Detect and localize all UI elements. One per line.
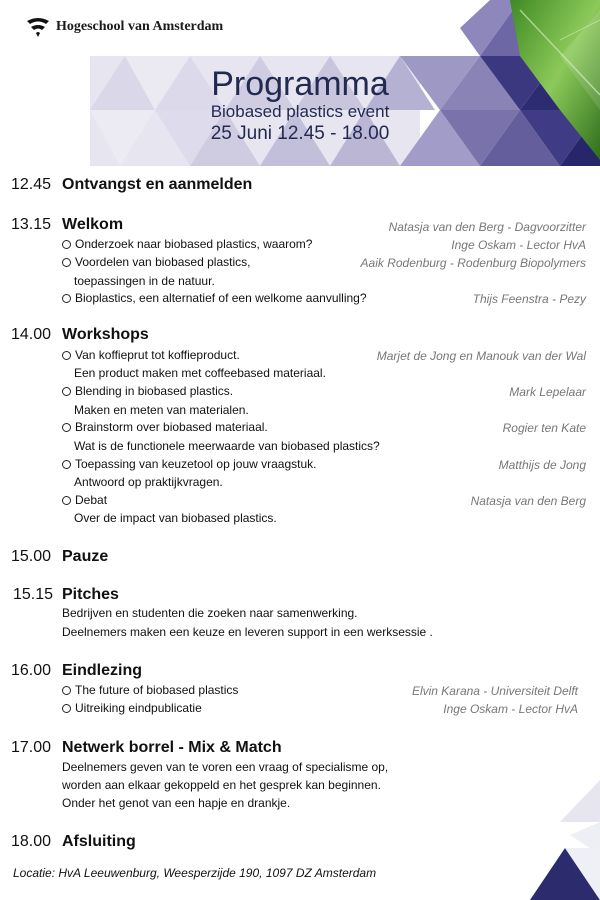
logo xyxy=(26,16,223,38)
hva-logo-icon xyxy=(26,16,50,38)
list-item: Uitreiking eindpublicatie xyxy=(62,701,202,715)
corner-triangles xyxy=(530,780,600,900)
session-time: 18.00 xyxy=(11,833,52,850)
list-item: Debat xyxy=(62,493,107,507)
circle-bullet-icon xyxy=(62,496,71,505)
session-time: 16.00 xyxy=(11,662,52,679)
item-continuation: toepassingen in de natuur. xyxy=(74,274,215,288)
session-time: 15.15 xyxy=(13,586,54,603)
session-title: Workshops xyxy=(62,326,149,343)
session-time: 15.00 xyxy=(11,548,52,565)
circle-bullet-icon xyxy=(62,258,71,267)
list-item: Voordelen van biobased plastics, xyxy=(62,255,250,269)
circle-bullet-icon xyxy=(62,240,71,249)
header-banner xyxy=(0,0,600,170)
session-line: Deelnemers geven van te voren een vraag of specialisme op, xyxy=(62,760,389,774)
session-time: 12.45 xyxy=(11,176,52,193)
session-line: worden aan elkaar gekoppeld en het gesprek kan beginnen. xyxy=(62,778,381,792)
circle-bullet-icon xyxy=(62,423,71,432)
list-item: Onderzoek naar biobased plastics, waarom? xyxy=(62,237,312,251)
item-continuation: Over de impact van biobased plastics. xyxy=(74,511,277,525)
session-title: Pauze xyxy=(62,548,109,565)
event-subtitle: Biobased plastics event xyxy=(210,102,390,121)
item-continuation: Een product maken met coffeebased materiaal. xyxy=(74,366,326,380)
session-line: Deelnemers maken een keuze en leveren support in een werksessie . xyxy=(62,625,433,639)
org-name: Hogeschool van Amsterdam xyxy=(56,19,224,34)
item-continuation: Wat is de functionele meerwaarde van biobased plastics? xyxy=(74,439,380,453)
event-datetime: 25 Juni 12.45 - 18.00 xyxy=(210,123,390,144)
item-continuation: Antwoord op praktijkvragen. xyxy=(74,475,223,489)
item-speaker: Matthijs de Jong xyxy=(498,458,586,472)
tri xyxy=(560,780,600,822)
session-title: Pitches xyxy=(62,586,119,603)
item-speaker: Elvin Karana - Universiteit Delft xyxy=(411,684,578,698)
list-item: Brainstorm over biobased materiaal. xyxy=(62,420,268,434)
circle-bullet-icon xyxy=(62,686,71,695)
item-speaker: Inge Oskam - Lector HvA xyxy=(443,702,578,716)
page-title: Programma xyxy=(211,65,389,103)
session-time: 14.00 xyxy=(11,326,52,343)
item-speaker: Mark Lepelaar xyxy=(509,385,586,399)
circle-bullet-icon xyxy=(62,704,71,713)
list-item: Van koffieprut tot koffieproduct. xyxy=(62,348,240,362)
list-item: Toepassing van keuzetool op jouw vraagstuk. xyxy=(62,457,316,471)
session-line: Bedrijven en studenten die zoeken naar samenwerking. xyxy=(62,606,358,620)
item-speaker: Natasja van den Berg xyxy=(470,494,586,508)
session-title: Welkom xyxy=(62,216,124,233)
circle-bullet-icon xyxy=(62,460,71,469)
item-continuation: Maken en meten van materialen. xyxy=(74,403,249,417)
item-speaker: Thijs Feenstra - Pezy xyxy=(472,292,586,306)
session-time: 13.15 xyxy=(11,216,52,233)
circle-bullet-icon xyxy=(62,294,71,303)
session-speaker: Natasja van den Berg - Dagvoorzitter xyxy=(388,220,586,234)
item-speaker: Marjet de Jong en Manouk van der Wal xyxy=(376,349,586,363)
circle-bullet-icon xyxy=(62,387,71,396)
session-line: Onder het genot van een hapje en drankje. xyxy=(62,796,291,810)
list-item: The future of biobased plastics xyxy=(62,683,238,697)
session-title: Eindlezing xyxy=(62,662,142,679)
title-block xyxy=(200,66,400,146)
session-title: Ontvangst en aanmelden xyxy=(62,176,253,193)
list-item: Blending in biobased plastics. xyxy=(62,384,233,398)
item-speaker: Rogier ten Kate xyxy=(502,421,586,435)
session-time: 17.00 xyxy=(11,739,52,756)
item-speaker: Inge Oskam - Lector HvA xyxy=(451,238,586,252)
session-title: Afsluiting xyxy=(62,833,136,850)
location: Locatie: HvA Leeuwenburg, Weesperzijde 190, 1097 DZ Amsterdam xyxy=(13,866,377,880)
item-speaker: Aaik Rodenburg - Rodenburg Biopolymers xyxy=(360,256,586,270)
circle-bullet-icon xyxy=(62,351,71,360)
session-title: Netwerk borrel - Mix & Match xyxy=(62,739,282,756)
list-item: Bioplastics, een alternatief of een welkome aanvulling? xyxy=(62,291,367,305)
